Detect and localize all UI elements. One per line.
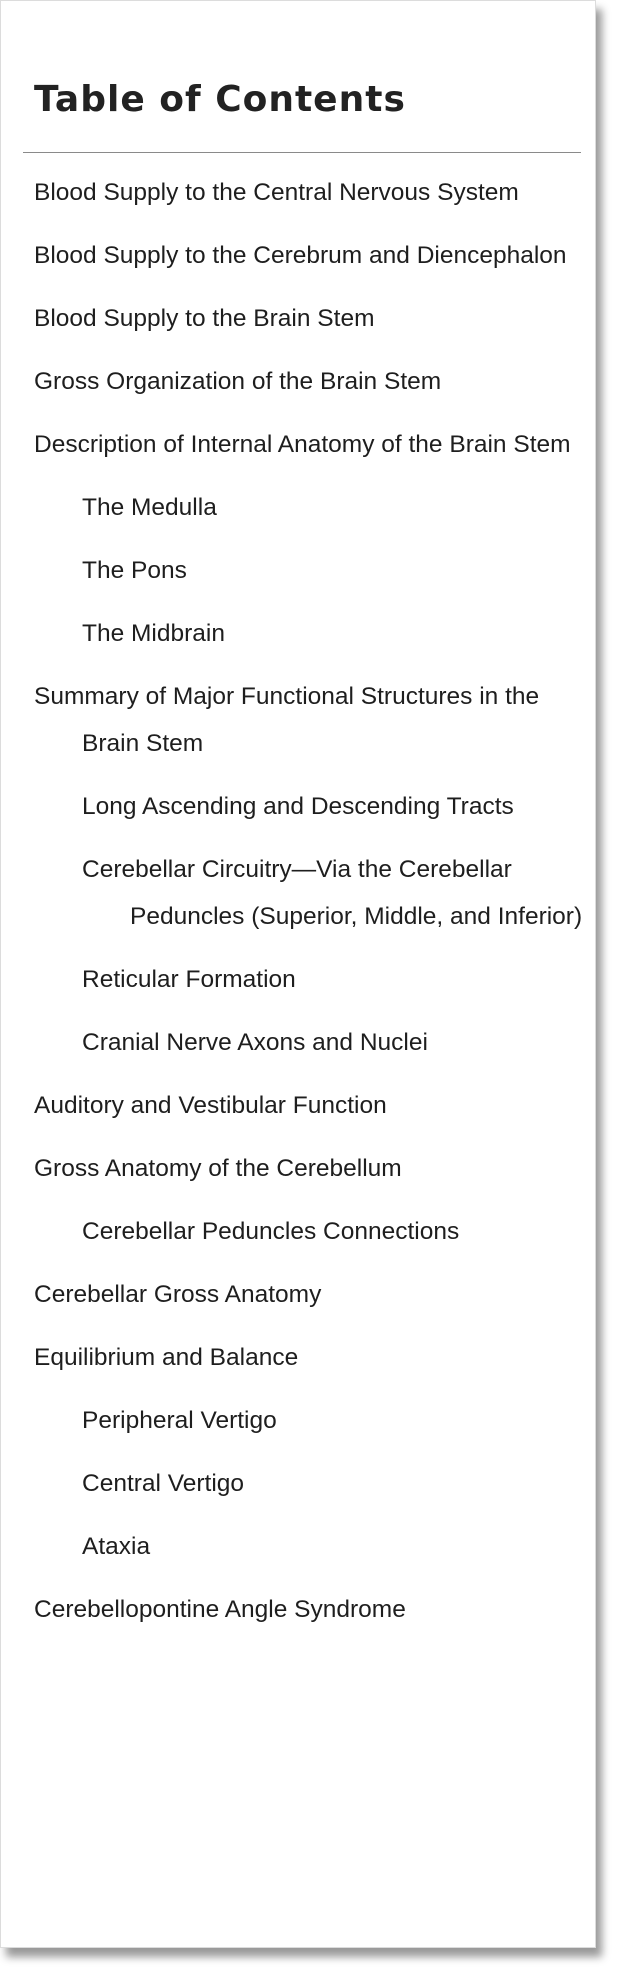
- toc-item-midbrain[interactable]: The Midbrain: [82, 620, 225, 647]
- toc-item-ataxia[interactable]: Ataxia: [82, 1533, 151, 1560]
- toc-item-auditory-vestibular[interactable]: Auditory and Vestibular Function: [34, 1092, 387, 1119]
- toc-item-blood-supply-brain-stem[interactable]: Blood Supply to the Brain Stem: [34, 305, 375, 332]
- toc-item-cranial-nerve[interactable]: Cranial Nerve Axons and Nuclei: [82, 1029, 428, 1056]
- toc-item-gross-organization-brain-stem[interactable]: Gross Organization of the Brain Stem: [34, 368, 442, 395]
- title-divider: [23, 152, 581, 153]
- toc-item-medulla[interactable]: The Medulla: [82, 494, 217, 521]
- toc-item-internal-anatomy-brain-stem[interactable]: Description of Internal Anatomy of the Brain Stem: [34, 431, 571, 458]
- toc-title: Table of Contents: [34, 79, 406, 120]
- toc-item-peduncles-connections[interactable]: Cerebellar Peduncles Connections: [82, 1218, 460, 1245]
- toc-item-blood-supply-cns[interactable]: Blood Supply to the Central Nervous System: [34, 179, 519, 206]
- toc-item-functional-structures[interactable]: Summary of Major Functional Structures in the Brain Stem: [34, 683, 540, 757]
- toc-item-blood-supply-cerebrum[interactable]: Blood Supply to the Cerebrum and Diencephalon: [34, 242, 567, 269]
- toc-item-equilibrium-balance[interactable]: Equilibrium and Balance: [34, 1344, 299, 1371]
- toc-item-cerebellopontine-angle[interactable]: Cerebellopontine Angle Syndrome: [34, 1596, 406, 1623]
- toc-item-cerebellar-gross-anatomy[interactable]: Cerebellar Gross Anatomy: [34, 1281, 322, 1308]
- toc-item-cerebellar-circuitry[interactable]: Cerebellar Circuitry—Via the Cerebellar Peduncles (Superior, Middle, and Inferior): [82, 856, 583, 930]
- toc-item-central-vertigo[interactable]: Central Vertigo: [82, 1470, 245, 1497]
- toc-item-reticular-formation[interactable]: Reticular Formation: [82, 966, 296, 993]
- toc-item-gross-anatomy-cerebellum[interactable]: Gross Anatomy of the Cerebellum: [34, 1155, 402, 1182]
- toc-item-peripheral-vertigo[interactable]: Peripheral Vertigo: [82, 1407, 277, 1434]
- toc-item-pons[interactable]: The Pons: [82, 557, 187, 584]
- toc-list: [1, 169, 597, 1649]
- toc-item-long-tracts[interactable]: Long Ascending and Descending Tracts: [82, 793, 514, 820]
